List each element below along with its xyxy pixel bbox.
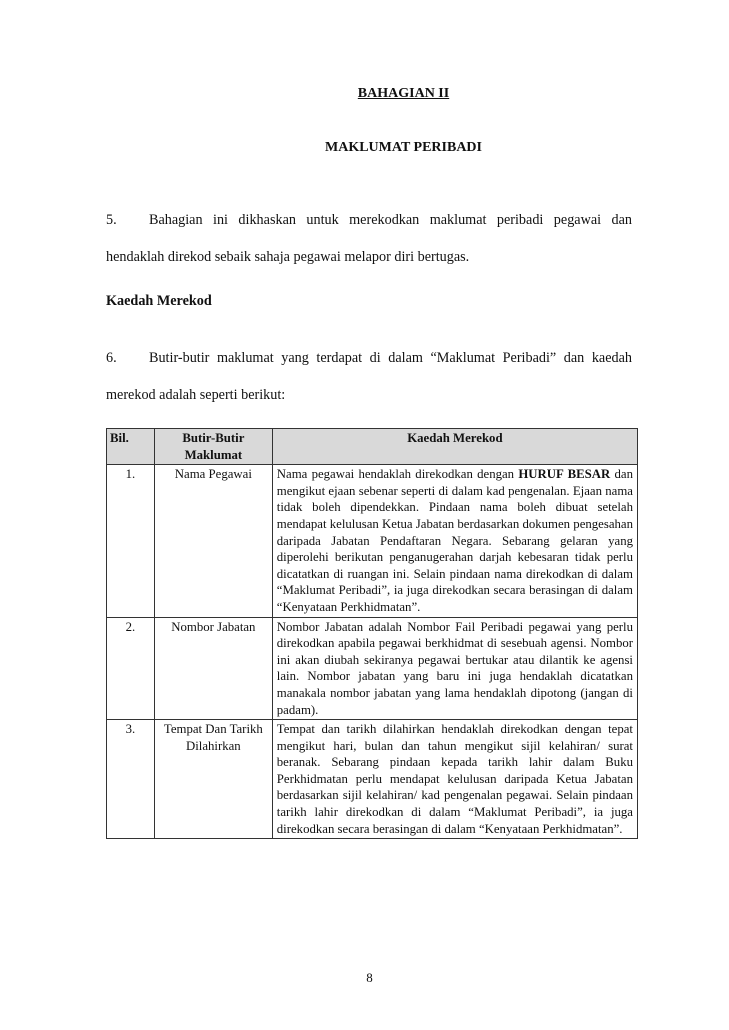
row-method-bold: HURUF BESAR — [518, 467, 611, 482]
table-row — [107, 617, 638, 720]
part-title — [0, 86, 729, 102]
row-bil: 1. — [107, 465, 155, 617]
row-item: Tempat Dan Tarikh Dilahirkan — [154, 720, 272, 839]
row-method — [272, 465, 637, 617]
paragraph-5 — [106, 202, 632, 276]
section-title-text: MAKLUMAT PERIBADI — [325, 140, 482, 155]
subheading: Kaedah Merekod — [106, 293, 212, 309]
row-item: Nama Pegawai — [154, 465, 272, 617]
row-method-text-a: Nama pegawai hendaklah direkodkan dengan — [276, 467, 519, 482]
header-method: Kaedah Merekod — [272, 429, 637, 465]
page-number — [0, 970, 729, 986]
header-bil: Bil. — [107, 429, 155, 465]
paragraph-6-number: 6. — [106, 350, 117, 366]
section-title — [0, 140, 729, 156]
row-method-text-b: dan mengikut ejaan sebenar seperti di dalam kad pengenalan. Ejaan nama tidak boleh dipendekkan. Pindaan nama boleh dibuat setelah mendapat kelulusan Ketua Jabatan berdasarkan dokumen pengesahan daripada Jabatan Pendaftaran Negara. Sebarang gelaran yang diperolehi berikutan penganugerahan darjah kebesaran tidak perlu dicatatkan di ruangan ini. Selain pindaan nama direkodkan di dalam “Maklumat Peribadi”, ia juga direkodkan secara berasingan di dalam “Kenyataan Perkhidmatan”. — [276, 467, 634, 614]
part-title-text: BAHAGIAN II — [357, 86, 450, 101]
table-row — [107, 465, 638, 617]
paragraph-6 — [106, 340, 632, 414]
table-row — [107, 720, 638, 839]
row-method: Nombor Jabatan adalah Nombor Fail Peribadi pegawai yang perlu direkodkan apabila pegawai berkhidmat di sesebuah agensi. Nombor ini akan diubah sekiranya pegawai bertukar atau dilantik ke agensi lain. Nombor jabatan yang baru ini juga hendaklah dicatatkan manakala nombor jabatan yang lama hendaklah dipotong (jangan di padam). — [272, 617, 637, 720]
row-method: Tempat dan tarikh dilahirkan hendaklah direkodkan dengan tepat mengikut hari, bulan dan tahun mengikut sijil kelahiran/ surat beranak. Sebarang pindaan kepada tarikh lahir dalam Buku Perkhidmatan perlu mendapat kelulusan daripada Ketua Jabatan berdasarkan sijil kelahiran/ kad pengenalan pegawai. Selain pindaan tarikh lahir direkodkan di dalam “Maklumat Peribadi”, ia juga direkodkan secara berasingan di dalam “Kenyataan Perkhidmatan”. — [272, 720, 637, 839]
row-bil: 3. — [107, 720, 155, 839]
recording-method-table — [106, 428, 638, 839]
header-item: Butir-Butir Maklumat — [154, 429, 272, 465]
paragraph-6-text: Butir-butir maklumat yang terdapat di dalam “Maklumat Peribadi” dan kaedah merekod adalah seperti berikut: — [106, 350, 632, 403]
page-number-text: 8 — [366, 970, 373, 985]
paragraph-5-number: 5. — [106, 212, 117, 228]
row-bil: 2. — [107, 617, 155, 720]
row-item: Nombor Jabatan — [154, 617, 272, 720]
paragraph-5-text: Bahagian ini dikhaskan untuk merekodkan maklumat peribadi pegawai dan hendaklah direkod sebaik sahaja pegawai melapor diri bertugas. — [106, 212, 632, 265]
table-header-row — [107, 429, 638, 465]
